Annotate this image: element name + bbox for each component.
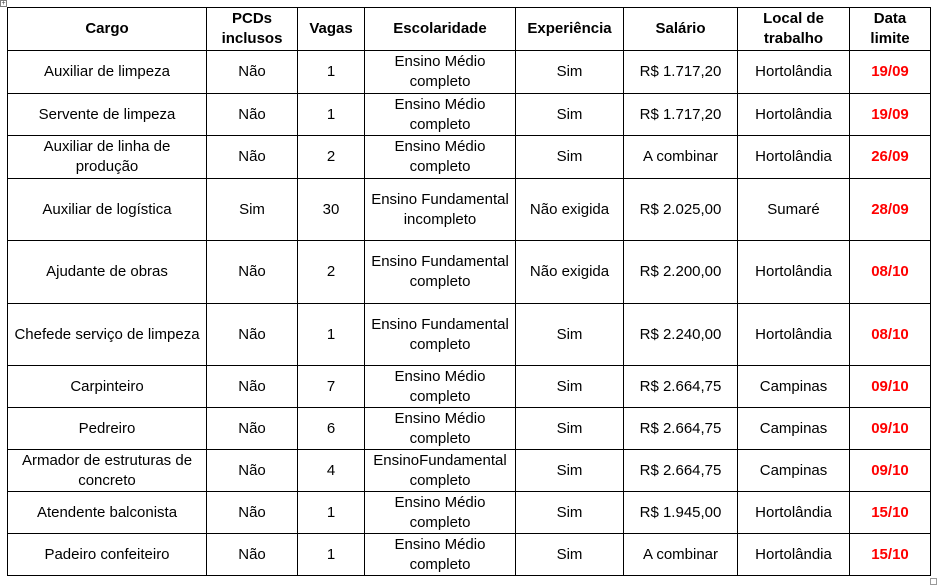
cell-local: Hortolândia (738, 304, 850, 366)
cell-local: Campinas (738, 366, 850, 408)
cell-data-limite: 19/09 (850, 51, 931, 94)
header-local: Local de trabalho (738, 8, 850, 51)
cell-vagas: 1 (298, 51, 365, 94)
cell-pcds: Sim (207, 179, 298, 241)
cell-pcds: Não (207, 492, 298, 534)
cell-salario: R$ 1.945,00 (624, 492, 738, 534)
table-row (8, 408, 931, 450)
table-row (8, 51, 931, 94)
cell-salario: R$ 2.200,00 (624, 241, 738, 304)
cell-escolaridade: EnsinoFundamental completo (365, 450, 516, 492)
cell-data-limite: 09/10 (850, 366, 931, 408)
header-salario: Salário (624, 8, 738, 51)
cell-escolaridade: Ensino Fundamental completo (365, 304, 516, 366)
cell-cargo: Atendente balconista (8, 492, 207, 534)
cell-pcds: Não (207, 534, 298, 576)
cell-escolaridade: Ensino Médio completo (365, 94, 516, 136)
cell-vagas: 30 (298, 179, 365, 241)
cell-local: Sumaré (738, 179, 850, 241)
cell-experiencia: Sim (516, 408, 624, 450)
cell-local: Hortolândia (738, 94, 850, 136)
cell-pcds: Não (207, 304, 298, 366)
cell-data-limite: 08/10 (850, 241, 931, 304)
cell-cargo: Padeiro confeiteiro (8, 534, 207, 576)
cell-experiencia: Sim (516, 51, 624, 94)
cell-experiencia: Sim (516, 534, 624, 576)
cell-pcds: Não (207, 94, 298, 136)
cell-experiencia: Sim (516, 366, 624, 408)
cell-local: Hortolândia (738, 241, 850, 304)
cell-experiencia: Não exigida (516, 179, 624, 241)
cell-local: Hortolândia (738, 51, 850, 94)
cell-salario: A combinar (624, 534, 738, 576)
cell-cargo: Auxiliar de linha de produção (8, 136, 207, 179)
cell-data-limite: 19/09 (850, 94, 931, 136)
cell-vagas: 2 (298, 241, 365, 304)
cell-pcds: Não (207, 366, 298, 408)
cell-salario: R$ 2.240,00 (624, 304, 738, 366)
table-resize-handle[interactable] (930, 578, 937, 585)
cell-pcds: Não (207, 450, 298, 492)
cell-escolaridade: Ensino Médio completo (365, 534, 516, 576)
cell-salario: R$ 2.664,75 (624, 450, 738, 492)
cell-cargo: Auxiliar de limpeza (8, 51, 207, 94)
cell-salario: R$ 2.025,00 (624, 179, 738, 241)
table-header-row (8, 8, 931, 51)
cell-experiencia: Sim (516, 492, 624, 534)
cell-vagas: 1 (298, 94, 365, 136)
cell-salario: R$ 2.664,75 (624, 408, 738, 450)
cell-vagas: 1 (298, 534, 365, 576)
table-row (8, 534, 931, 576)
header-experiencia: Experiência (516, 8, 624, 51)
cell-local: Campinas (738, 450, 850, 492)
cell-experiencia: Sim (516, 450, 624, 492)
cell-cargo: Pedreiro (8, 408, 207, 450)
cell-data-limite: 15/10 (850, 534, 931, 576)
table-row (8, 136, 931, 179)
cell-local: Campinas (738, 408, 850, 450)
cell-vagas: 7 (298, 366, 365, 408)
cell-cargo: Chefede serviço de limpeza (8, 304, 207, 366)
cell-salario: R$ 1.717,20 (624, 94, 738, 136)
cell-local: Hortolândia (738, 136, 850, 179)
cell-escolaridade: Ensino Fundamental completo (365, 241, 516, 304)
table-row (8, 366, 931, 408)
cell-pcds: Não (207, 136, 298, 179)
table-row (8, 94, 931, 136)
cell-experiencia: Sim (516, 304, 624, 366)
cell-vagas: 4 (298, 450, 365, 492)
header-cargo: Cargo (8, 8, 207, 51)
cell-cargo: Armador de estruturas de concreto (8, 450, 207, 492)
cell-data-limite: 15/10 (850, 492, 931, 534)
cell-cargo: Servente de limpeza (8, 94, 207, 136)
cell-pcds: Não (207, 241, 298, 304)
cell-escolaridade: Ensino Fundamental incompleto (365, 179, 516, 241)
table-row (8, 179, 931, 241)
table-move-handle[interactable]: + (1, 0, 6, 7)
cell-local: Hortolândia (738, 534, 850, 576)
cell-salario: R$ 2.664,75 (624, 366, 738, 408)
cell-experiencia: Não exigida (516, 241, 624, 304)
cell-escolaridade: Ensino Médio completo (365, 136, 516, 179)
table-row (8, 492, 931, 534)
job-openings-table (7, 7, 931, 576)
cell-escolaridade: Ensino Médio completo (365, 408, 516, 450)
header-vagas: Vagas (298, 8, 365, 51)
cell-vagas: 1 (298, 492, 365, 534)
cell-data-limite: 28/09 (850, 179, 931, 241)
table-row (8, 241, 931, 304)
cell-escolaridade: Ensino Médio completo (365, 492, 516, 534)
cell-escolaridade: Ensino Médio completo (365, 51, 516, 94)
cell-cargo: Carpinteiro (8, 366, 207, 408)
table-row (8, 450, 931, 492)
cell-escolaridade: Ensino Médio completo (365, 366, 516, 408)
cell-data-limite: 08/10 (850, 304, 931, 366)
cell-cargo: Ajudante de obras (8, 241, 207, 304)
header-escolaridade: Escolaridade (365, 8, 516, 51)
cell-experiencia: Sim (516, 136, 624, 179)
cell-local: Hortolândia (738, 492, 850, 534)
cell-vagas: 2 (298, 136, 365, 179)
cell-data-limite: 09/10 (850, 450, 931, 492)
cell-cargo: Auxiliar de logística (8, 179, 207, 241)
header-data-limite: Data limite (850, 8, 931, 51)
cell-salario: R$ 1.717,20 (624, 51, 738, 94)
cell-vagas: 6 (298, 408, 365, 450)
cell-data-limite: 26/09 (850, 136, 931, 179)
cell-experiencia: Sim (516, 94, 624, 136)
cell-pcds: Não (207, 408, 298, 450)
cell-pcds: Não (207, 51, 298, 94)
cell-salario: A combinar (624, 136, 738, 179)
cell-data-limite: 09/10 (850, 408, 931, 450)
cell-vagas: 1 (298, 304, 365, 366)
header-pcds: PCDs inclusos (207, 8, 298, 51)
table-row (8, 304, 931, 366)
